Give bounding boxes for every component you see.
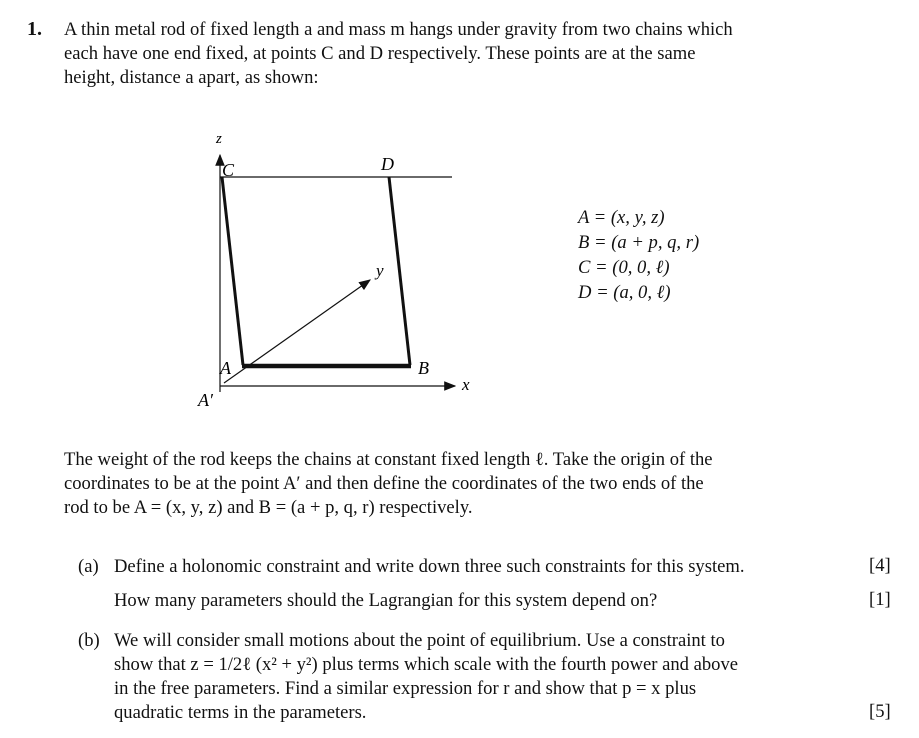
label-B: B — [418, 358, 429, 378]
part-b-line-1: We will consider small motions about the point of equilibrium. Use a constraint to — [114, 630, 725, 651]
part-a-line-1: Define a holonomic constraint and write down three such constraints for this system. — [114, 556, 745, 577]
body-line-1: The weight of the rod keeps the chains at constant fixed length ℓ. Take the origin of the — [64, 449, 713, 470]
part-b-mark: [5] — [869, 701, 891, 722]
coord-A: A = (x, y, z) — [578, 207, 665, 228]
part-a-label: (a) — [78, 556, 99, 577]
coord-D: D = (a, 0, ℓ) — [578, 282, 671, 303]
label-x: x — [462, 375, 470, 394]
part-a-line-2: How many parameters should the Lagrangian for this system depend on? — [114, 590, 658, 611]
label-C: C — [222, 160, 235, 180]
label-A-prime: A′ — [198, 390, 213, 410]
chain-right — [389, 177, 410, 365]
part-a-mark-1: [4] — [869, 555, 891, 576]
coord-C: C = (0, 0, ℓ) — [578, 257, 670, 278]
body-line-3: rod to be A = (x, y, z) and B = (a + p, q, r) respectively. — [64, 497, 473, 518]
label-z: z — [216, 131, 222, 147]
chain-left — [222, 177, 243, 365]
coord-B: B = (a + p, q, r) — [578, 232, 700, 253]
intro-line-3: height, distance a apart, as shown: — [64, 67, 319, 88]
question-number: 1. — [27, 18, 42, 40]
part-b-line-4: quadratic terms in the parameters. — [114, 702, 367, 723]
intro-line-2: each have one end fixed, at points C and D respectively. These points are at the same — [64, 43, 696, 64]
part-b-line-2: show that z = 1/2ℓ (x² + y²) plus terms which scale with the fourth power and above — [114, 654, 739, 675]
label-y: y — [376, 261, 384, 280]
intro-line-1: A thin metal rod of fixed length a and mass m hangs under gravity from two chains which — [64, 19, 733, 40]
body-line-2: coordinates to be at the point A′ and then define the coordinates of the two ends of the — [64, 473, 704, 494]
part-a-mark-2: [1] — [869, 589, 891, 610]
label-D: D — [381, 154, 394, 174]
part-b-label: (b) — [78, 630, 100, 651]
label-A: A — [220, 358, 231, 378]
part-b-line-3: in the free parameters. Find a similar expression for r and show that p = x plus — [114, 678, 697, 699]
